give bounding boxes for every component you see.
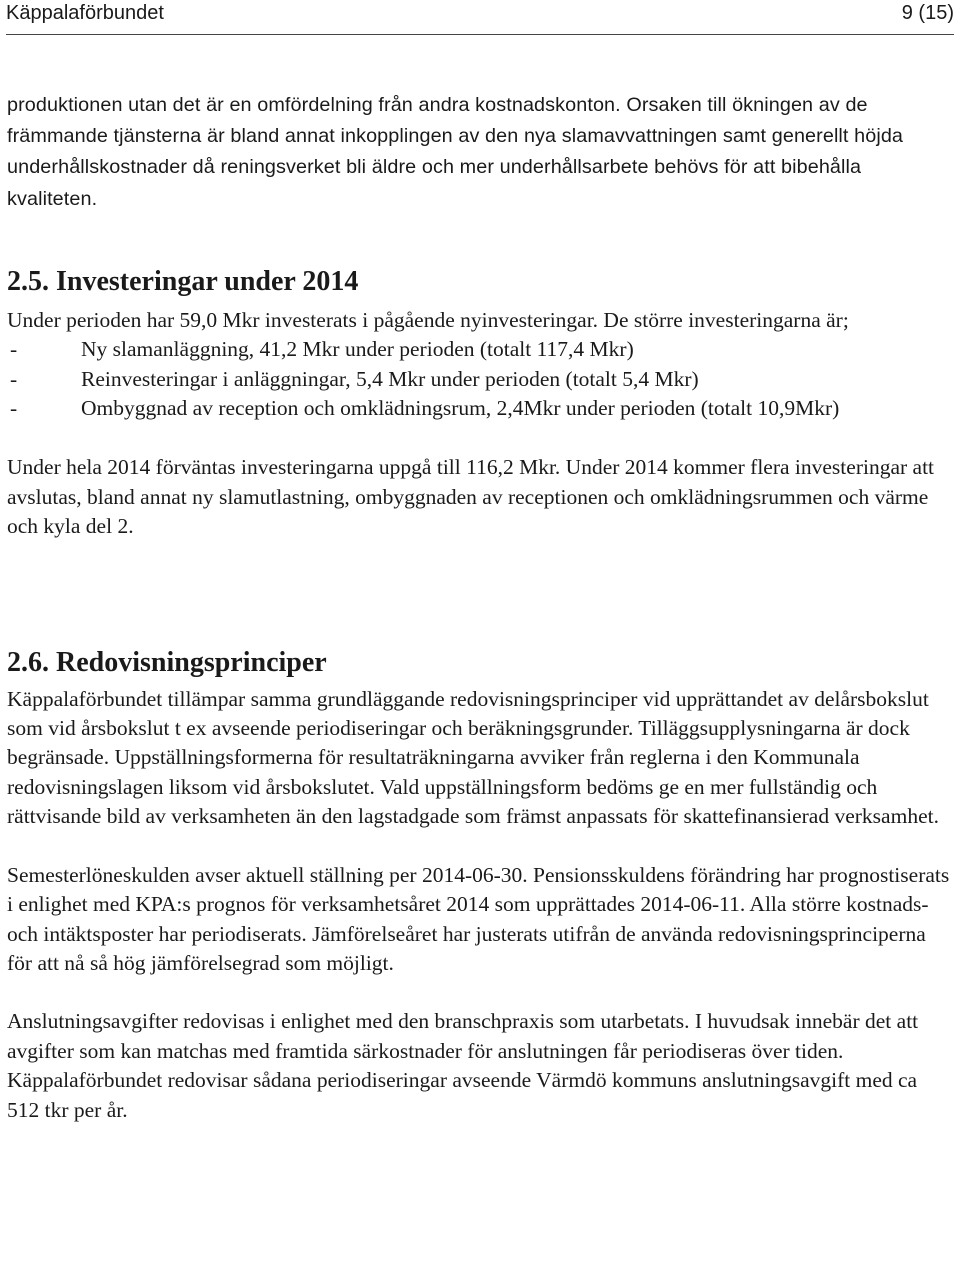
principles-paragraph: Käppalaförbundet tillämpar samma grundläggande redovisningsprinciper vid upprättandet av delårsbokslut som vid årsbokslut t ex avseende periodiseringar och beräkningsgrunder. Tilläggsupplysningarna är dock begränsade. Uppställningsformerna för resultaträkningarna avviker från reglerna i den Kommunala redovisningslagen liksom vid årsbokslutet. Vald uppställningsform bedöms ge en mer fullständig och rättvisande bild av verksamheten än den lagstadgade som främst anpassats för skattefinansierad verksamhet. (7, 686, 939, 829)
list-item-text: Ny slamanläggning, 41,2 Mkr under perioden (totalt 117,4 Mkr) (81, 337, 634, 362)
investments-closing-paragraph: Under hela 2014 förväntas investeringarna uppgå till 116,2 Mkr. Under 2014 kommer flera investeringar att avslutas, bland annat ny slamutlastning, ombyggnaden av receptionen och omklädningsrummen och värme och kyla del 2. (7, 455, 935, 539)
list-item-text: Ombyggnad av reception och omklädningsrum, 2,4Mkr under perioden (totalt 10,9Mkr) (81, 396, 840, 421)
bullet-marker: - (10, 337, 18, 362)
principles-paragraph: Semesterlöneskulden avser aktuell ställning per 2014-06-30. Pensionsskuldens förändring har prognostiserats i enlighet med KPA:s prognos för verksamhetsåret 2014 som upprättades 2014-06-11. Alla större kostnads- och intäktsposter har periodiserats. Jämförelseåret har justerats utifrån de använda redovisningsprinciperna för att nå så hög jämförelsegrad som möjligt. (7, 862, 950, 975)
investments-lead-paragraph: Under perioden har 59,0 Mkr investerats i pågående nyinvesteringar. De större investeringarna är; (7, 307, 849, 332)
principles-paragraph: Anslutningsavgifter redovisas i enlighet med den branschpraxis som utarbetats. I huvudsak innebär det att avgifter som kan matchas med framtida särkostnader för anslutningen får periodiseras över tiden. Käppalaförbundet redovisar sådana periodiseringar avseende Värmdö kommuns anslutningsavgift med ca 512 tkr per år. (7, 1009, 919, 1122)
list-item (7, 394, 954, 423)
list-item (7, 335, 954, 364)
bullet-marker: - (10, 366, 18, 391)
investments-list (7, 335, 954, 423)
section-heading-investments: 2.5. Investeringar under 2014 (7, 265, 359, 297)
bullet-marker: - (10, 396, 18, 421)
intro-paragraph: produktionen utan det är en omfördelning från andra kostnadskonton. Orsaken till ökningen av de främmande tjänsterna är bland annat inkopplingen av den nya slamavvattningen samt generellt höjda underhållskostnader då reningsverket bli äldre och mer underhållsarbete behövs för att bibehålla kvaliteten. (7, 94, 904, 210)
list-item-text: Reinvesteringar i anläggningar, 5,4 Mkr under perioden (totalt 5,4 Mkr) (81, 366, 699, 391)
page-header (6, 0, 954, 35)
section-heading-accounting-principles: 2.6. Redovisningsprinciper (7, 646, 327, 678)
header-organization: Käppalaförbundet (6, 2, 164, 24)
document-body (7, 90, 954, 1125)
list-item (7, 365, 954, 394)
header-page-number: 9 (15) (901, 2, 954, 24)
